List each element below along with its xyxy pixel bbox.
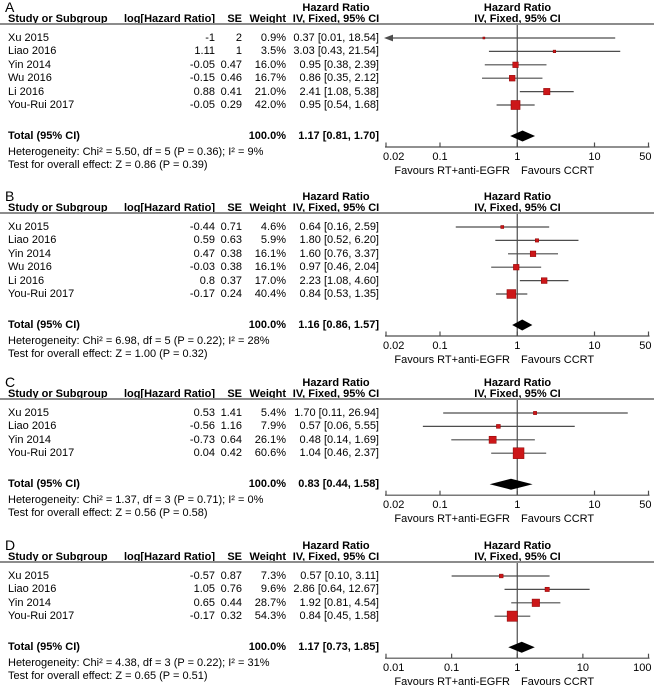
study-weight: 42.0%	[254, 99, 286, 111]
heterogeneity-stats: Heterogeneity: Chi² = 4.38, df = 3 (P = 0.22); I² = 31%	[8, 656, 270, 669]
study-se: 0.38	[220, 261, 242, 274]
effect-marker	[545, 587, 549, 591]
study-weight: 5.4%	[260, 407, 286, 419]
study-hr-ci: 0.84 [0.53, 1.35]	[299, 288, 379, 300]
overall-effect-stats: Test for overall effect: Z = 0.56 (P = 0.58)	[8, 507, 208, 520]
total-label: Total (95% CI)	[8, 478, 80, 491]
total-hr-ci: 1.17 [0.81, 1.70]	[298, 130, 379, 142]
plot-header-hazard-ratio: Hazard Ratio	[483, 540, 552, 552]
study-weight: 60.6%	[254, 447, 286, 460]
total-weight: 100.0%	[248, 130, 286, 142]
study-name: Liao 2016	[8, 420, 57, 433]
study-log-hr: -0.05	[189, 58, 215, 71]
study-name: Xu 2015	[8, 407, 49, 419]
x-axis-tick-label: 10	[588, 499, 601, 512]
favours-right-label: Favours CCRT	[521, 165, 595, 177]
col-header-weight: Weight	[249, 388, 286, 400]
col-header-se: SE	[227, 202, 242, 214]
plot-header-hazard-ratio: Hazard Ratio	[483, 191, 552, 203]
x-axis-tick-label: 10	[576, 662, 589, 675]
study-log-hr: 0.59	[193, 234, 215, 247]
col-header-hazard-ratio: Hazard Ratio	[302, 377, 370, 389]
col-header-hazard-ratio: Hazard Ratio	[302, 2, 370, 14]
study-hr-ci: 1.60 [0.76, 3.37]	[299, 247, 379, 260]
col-header-method: IV, Fixed, 95% CI	[292, 551, 380, 563]
col-header-weight: Weight	[249, 202, 286, 214]
total-hr-ci: 1.16 [0.86, 1.57]	[298, 319, 379, 331]
study-weight: 0.9%	[260, 32, 286, 44]
effect-marker	[544, 88, 550, 94]
col-header-se: SE	[227, 551, 242, 563]
col-header-hazard-ratio: Hazard Ratio	[302, 540, 370, 552]
plot-header-hazard-ratio: Hazard Ratio	[483, 377, 552, 389]
total-label: Total (95% CI)	[8, 641, 80, 654]
total-label: Total (95% CI)	[8, 319, 80, 331]
total-weight: 100.0%	[248, 319, 286, 331]
effect-marker	[507, 290, 516, 299]
col-header-log-hr: log[Hazard Ratio]	[123, 551, 215, 563]
study-weight: 5.9%	[260, 234, 286, 247]
x-axis-tick-label: 50	[639, 340, 652, 352]
favours-right-label: Favours CCRT	[521, 354, 595, 366]
study-se: 1	[235, 45, 242, 58]
study-log-hr: 1.05	[193, 583, 215, 596]
col-header-se: SE	[227, 13, 242, 25]
study-weight: 16.1%	[254, 247, 286, 260]
study-name: You-Rui 2017	[8, 610, 75, 623]
x-axis-tick-label: 10	[588, 340, 601, 352]
study-hr-ci: 1.70 [0.11, 26.94]	[294, 407, 379, 419]
study-hr-ci: 1.04 [0.46, 2.37]	[299, 447, 379, 460]
study-weight: 9.6%	[260, 583, 286, 596]
forest-plot-canvas	[0, 374, 654, 539]
x-axis-tick-label: 0.1	[432, 340, 448, 352]
study-name: Wu 2016	[8, 261, 52, 274]
study-name: Xu 2015	[8, 221, 49, 233]
study-se: 0.76	[220, 583, 242, 596]
col-header-method: IV, Fixed, 95% CI	[292, 13, 380, 25]
study-se: 2	[235, 32, 242, 44]
col-header-study: Study or Subgroup	[8, 551, 108, 563]
x-axis-tick-label: 1	[514, 340, 521, 352]
study-hr-ci: 2.23 [1.08, 4.60]	[299, 274, 379, 287]
x-axis-tick-label: 0.02	[383, 340, 405, 352]
effect-marker	[499, 574, 503, 578]
study-weight: 17.0%	[254, 274, 286, 287]
study-se: 0.32	[220, 610, 242, 623]
study-weight: 26.1%	[254, 433, 286, 446]
study-hr-ci: 0.95 [0.54, 1.68]	[299, 99, 379, 111]
study-name: You-Rui 2017	[8, 288, 75, 300]
x-axis-tick-label: 10	[588, 151, 601, 163]
favours-right-label: Favours CCRT	[521, 676, 595, 689]
study-name: Li 2016	[8, 274, 45, 287]
study-hr-ci: 0.37 [0.01, 18.54]	[293, 32, 379, 44]
forest-panel-C	[0, 374, 654, 539]
col-header-method: IV, Fixed, 95% CI	[292, 388, 380, 400]
col-header-log-hr: log[Hazard Ratio]	[123, 388, 215, 400]
study-name: Yin 2014	[8, 596, 52, 609]
study-name: Yin 2014	[8, 58, 52, 71]
study-se: 0.63	[220, 234, 242, 247]
col-header-se: SE	[227, 388, 242, 400]
panel-label: A	[5, 0, 15, 15]
effect-marker	[489, 436, 496, 443]
x-axis-tick-label: 50	[639, 151, 652, 163]
x-axis-tick-label: 0.1	[432, 151, 448, 163]
favours-left-label: Favours RT+anti-EGFR	[394, 354, 510, 366]
study-se: 0.46	[220, 72, 242, 85]
study-hr-ci: 1.80 [0.52, 6.20]	[299, 234, 379, 247]
effect-marker	[511, 100, 520, 109]
study-weight: 16.0%	[254, 58, 286, 71]
study-name: Yin 2014	[8, 433, 52, 446]
study-log-hr: -1	[205, 32, 215, 44]
forest-plot-canvas	[0, 188, 654, 376]
heterogeneity-stats: Heterogeneity: Chi² = 1.37, df = 3 (P = 0.71); I² = 0%	[8, 493, 264, 506]
ci-arrow-left	[384, 35, 393, 42]
col-header-log-hr: log[Hazard Ratio]	[123, 13, 215, 25]
effect-marker	[532, 599, 540, 607]
favours-left-label: Favours RT+anti-EGFR	[394, 676, 510, 689]
x-axis-tick-label: 50	[639, 499, 652, 512]
effect-marker	[509, 75, 515, 81]
overall-effect-stats: Test for overall effect: Z = 0.86 (P = 0.39)	[8, 159, 208, 171]
study-weight: 3.5%	[260, 45, 286, 58]
pooled-diamond	[508, 642, 535, 653]
x-axis-tick-label: 1	[514, 151, 521, 163]
pooled-diamond	[512, 320, 532, 331]
study-se: 1.16	[220, 420, 242, 433]
study-weight: 54.3%	[254, 610, 286, 623]
study-name: Li 2016	[8, 85, 45, 98]
study-hr-ci: 0.84 [0.45, 1.58]	[299, 610, 379, 623]
study-weight: 40.4%	[254, 288, 286, 300]
forest-panel-A	[0, 2, 654, 190]
study-name: Liao 2016	[8, 583, 57, 596]
plot-header-method: IV, Fixed, 95% CI	[474, 13, 561, 25]
favours-left-label: Favours RT+anti-EGFR	[394, 513, 510, 526]
study-hr-ci: 2.86 [0.64, 12.67]	[293, 583, 379, 596]
effect-marker	[533, 411, 536, 414]
study-log-hr: 0.8	[199, 274, 215, 287]
favours-left-label: Favours RT+anti-EGFR	[394, 165, 510, 177]
favours-right-label: Favours CCRT	[521, 513, 595, 526]
x-axis-tick-label: 0.01	[383, 662, 405, 675]
forest-plot-canvas	[0, 537, 654, 689]
pooled-diamond	[510, 131, 535, 142]
study-se: 0.47	[220, 58, 242, 71]
study-hr-ci: 0.48 [0.14, 1.69]	[299, 433, 379, 446]
study-se: 0.38	[220, 247, 242, 260]
study-name: Wu 2016	[8, 72, 52, 85]
study-se: 0.41	[220, 85, 242, 98]
study-se: 0.24	[220, 288, 242, 300]
overall-effect-stats: Test for overall effect: Z = 0.65 (P = 0.51)	[8, 670, 208, 683]
study-log-hr: -0.05	[189, 99, 215, 111]
x-axis-tick-label: 0.02	[383, 499, 405, 512]
study-se: 0.71	[220, 221, 242, 233]
col-header-study: Study or Subgroup	[8, 388, 108, 400]
x-axis-tick-label: 1	[514, 662, 521, 675]
x-axis-tick-label: 1	[514, 499, 521, 512]
study-weight: 21.0%	[254, 85, 286, 98]
total-weight: 100.0%	[248, 478, 286, 491]
study-log-hr: -0.15	[189, 72, 215, 85]
col-header-weight: Weight	[249, 13, 286, 25]
study-log-hr: -0.57	[189, 570, 215, 582]
study-se: 1.41	[220, 407, 242, 419]
study-weight: 4.6%	[260, 221, 286, 233]
panel-label: C	[5, 374, 16, 390]
study-hr-ci: 3.03 [0.43, 21.54]	[293, 45, 379, 58]
effect-marker	[513, 264, 519, 270]
study-name: Liao 2016	[8, 234, 57, 247]
study-log-hr: 0.65	[193, 596, 215, 609]
pooled-diamond	[490, 479, 533, 490]
effect-marker	[541, 278, 547, 284]
total-weight: 100.0%	[248, 641, 286, 654]
study-name: You-Rui 2017	[8, 99, 75, 111]
effect-marker	[513, 62, 519, 68]
effect-marker	[501, 225, 504, 228]
study-log-hr: 0.53	[193, 407, 215, 419]
heterogeneity-stats: Heterogeneity: Chi² = 5.50, df = 5 (P = 0.36); I² = 9%	[8, 145, 264, 158]
col-header-hazard-ratio: Hazard Ratio	[302, 191, 370, 203]
study-log-hr: -0.44	[189, 221, 215, 233]
x-axis-tick-label: 0.1	[432, 499, 448, 512]
col-header-method: IV, Fixed, 95% CI	[292, 202, 380, 214]
study-weight: 7.3%	[260, 570, 286, 582]
study-hr-ci: 1.92 [0.81, 4.54]	[299, 596, 379, 609]
x-axis-tick-label: 0.02	[383, 151, 405, 163]
study-weight: 16.1%	[254, 261, 286, 274]
study-log-hr: 1.11	[194, 45, 215, 58]
effect-marker	[513, 448, 524, 459]
forest-panel-D	[0, 537, 654, 689]
study-hr-ci: 0.97 [0.46, 2.04]	[299, 261, 379, 274]
study-hr-ci: 0.57 [0.10, 3.11]	[300, 570, 379, 582]
study-se: 0.29	[220, 99, 242, 111]
effect-marker	[530, 251, 536, 257]
effect-marker	[483, 37, 485, 39]
effect-marker	[507, 611, 517, 621]
study-weight: 16.7%	[254, 72, 286, 85]
effect-marker	[496, 424, 500, 428]
study-log-hr: 0.47	[193, 247, 215, 260]
study-log-hr: -0.17	[189, 288, 215, 300]
plot-header-method: IV, Fixed, 95% CI	[474, 388, 561, 400]
study-log-hr: -0.03	[189, 261, 215, 274]
study-log-hr: 0.88	[193, 85, 215, 98]
col-header-study: Study or Subgroup	[8, 13, 108, 25]
heterogeneity-stats: Heterogeneity: Chi² = 6.98, df = 5 (P = 0.22); I² = 28%	[8, 334, 270, 347]
study-name: You-Rui 2017	[8, 447, 75, 460]
study-se: 0.64	[220, 433, 242, 446]
study-hr-ci: 0.57 [0.06, 5.55]	[299, 420, 379, 433]
panel-label: D	[5, 537, 16, 553]
study-name: Yin 2014	[8, 247, 52, 260]
x-axis-tick-label: 0.1	[443, 662, 460, 675]
study-name: Xu 2015	[8, 570, 49, 582]
study-weight: 7.9%	[260, 420, 286, 433]
effect-marker	[535, 239, 538, 242]
effect-marker	[553, 50, 556, 53]
forest-plot-canvas	[0, 2, 654, 190]
total-hr-ci: 0.83 [0.44, 1.58]	[298, 478, 379, 491]
study-weight: 28.7%	[254, 596, 286, 609]
col-header-log-hr: log[Hazard Ratio]	[123, 202, 215, 214]
col-header-study: Study or Subgroup	[8, 202, 108, 214]
plot-header-hazard-ratio: Hazard Ratio	[483, 2, 552, 14]
study-se: 0.44	[220, 596, 242, 609]
plot-header-method: IV, Fixed, 95% CI	[474, 551, 561, 563]
study-log-hr: -0.56	[189, 420, 215, 433]
study-hr-ci: 0.64 [0.16, 2.59]	[299, 221, 379, 233]
study-hr-ci: 0.86 [0.35, 2.12]	[299, 72, 379, 85]
study-se: 0.37	[220, 274, 242, 287]
plot-header-method: IV, Fixed, 95% CI	[474, 202, 561, 214]
study-log-hr: 0.04	[193, 447, 215, 460]
study-name: Liao 2016	[8, 45, 57, 58]
study-hr-ci: 0.95 [0.38, 2.39]	[299, 58, 379, 71]
study-log-hr: -0.17	[189, 610, 215, 623]
total-hr-ci: 1.17 [0.73, 1.85]	[298, 641, 379, 654]
col-header-weight: Weight	[249, 551, 286, 563]
panel-label: B	[5, 188, 15, 204]
study-se: 0.87	[220, 570, 242, 582]
forest-panel-B	[0, 188, 654, 376]
study-hr-ci: 2.41 [1.08, 5.38]	[299, 85, 379, 98]
x-axis-tick-label: 100	[633, 662, 652, 675]
total-label: Total (95% CI)	[8, 130, 80, 142]
overall-effect-stats: Test for overall effect: Z = 1.00 (P = 0.32)	[8, 348, 208, 360]
study-name: Xu 2015	[8, 32, 49, 44]
study-log-hr: -0.73	[189, 433, 215, 446]
study-se: 0.42	[220, 447, 242, 460]
